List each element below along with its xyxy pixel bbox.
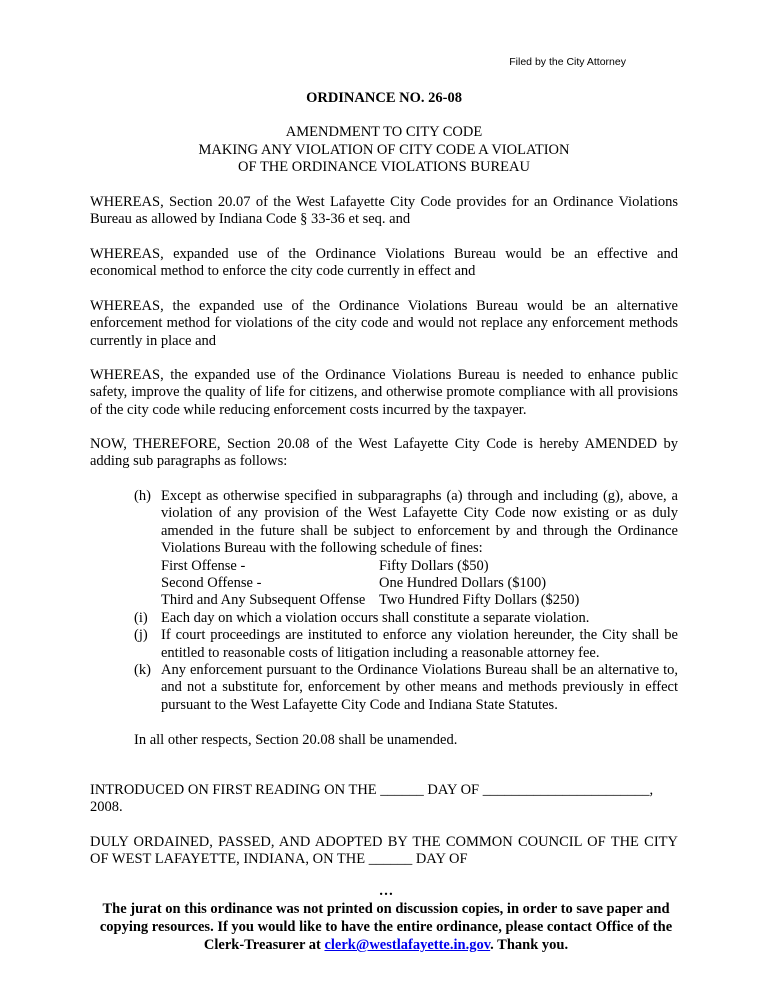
subparagraph-label: (k) bbox=[134, 662, 151, 679]
jurat-notice-text bbox=[86, 900, 686, 954]
notice-text: The jurat on this ordinance was not printed on discussion copies, in order to save paper and copying resources. If you would like to have the entire ordinance, please contact Office of the Clerk-Treasurer at bbox=[99, 901, 673, 953]
ordinance-number: ORDINANCE NO. 26-08 bbox=[306, 90, 462, 106]
ordained-statement: DULY ORDAINED, PASSED, AND ADOPTED BY THE COMMON COUNCIL OF THE CITY OF WEST LAFAYETTE, INDIANA, ON THE ______ DAY OF bbox=[90, 834, 678, 868]
subparagraph-k bbox=[134, 662, 678, 714]
subtitle-line: OF THE ORDINANCE VIOLATIONS BUREAU bbox=[238, 159, 530, 175]
notice-thanks: . Thank you. bbox=[490, 937, 569, 953]
subparagraph-text: If court proceedings are instituted to enforce any violation hereunder, the City shall be entitled to reasonable costs of litigation including a reasonable attorney fee. bbox=[161, 627, 678, 661]
whereas-paragraph-4: WHEREAS, the expanded use of the Ordinance Violations Bureau is needed to enhance public safety, improve the quality of life for citizens, and otherwise promote compliance with all provisions of the city code while reducing enforcement costs incurred by the taxpayer. bbox=[90, 367, 678, 418]
ellipsis: … bbox=[378, 883, 394, 899]
fine-schedule bbox=[161, 558, 678, 610]
subparagraph-label: (j) bbox=[134, 627, 148, 644]
fine-row bbox=[161, 592, 678, 609]
subparagraph-j bbox=[134, 627, 678, 662]
subparagraph-text: Each day on which a violation occurs shall constitute a separate violation. bbox=[161, 609, 590, 626]
subparagraph-label: (h) bbox=[134, 488, 151, 504]
fine-offense: Third and Any Subsequent Offense bbox=[161, 592, 366, 609]
fine-row bbox=[161, 558, 678, 575]
clerk-email-link[interactable]: clerk@westlafayette.in.gov bbox=[324, 937, 491, 953]
subtitle-line: MAKING ANY VIOLATION OF CITY CODE A VIOLATION bbox=[198, 141, 570, 158]
fine-amount: Two Hundred Fifty Dollars ($250) bbox=[379, 592, 580, 609]
introduced-line: INTRODUCED ON FIRST READING ON THE ______ DAY OF _______________________, bbox=[90, 782, 654, 798]
subparagraph-list bbox=[134, 488, 678, 714]
filed-by-note: Filed by the City Attorney bbox=[509, 56, 626, 68]
introduced-reading bbox=[90, 782, 678, 817]
subparagraph-h bbox=[134, 488, 678, 558]
whereas-paragraph-1: WHEREAS, Section 20.07 of the West Lafayette City Code provides for an Ordinance Violations Bureau as allowed by Indiana Code § 33-36 et seq. and bbox=[90, 194, 678, 228]
whereas-paragraph-3: WHEREAS, the expanded use of the Ordinance Violations Bureau would be an alternative enforcement method for violations of the city code and would not replace any enforcement methods currently in place and bbox=[90, 298, 678, 349]
fine-offense: First Offense - bbox=[161, 557, 246, 574]
whereas-paragraph-2: WHEREAS, expanded use of the Ordinance Violations Bureau would be an effective and economical method to enforce the city code currently in effect and bbox=[90, 246, 678, 280]
subparagraph-i bbox=[134, 610, 678, 627]
fine-offense: Second Offense - bbox=[161, 575, 262, 592]
jurat-notice bbox=[86, 882, 686, 954]
fine-amount: Fifty Dollars ($50) bbox=[379, 557, 489, 574]
subparagraph-label: (i) bbox=[134, 609, 148, 626]
subparagraph-text: Except as otherwise specified in subparagraphs (a) through and including (g), above, a violation of any provision of the West Lafayette City Code now existing or as duly amended in the future shall be subject to enforcement by and through the Ordinance Violations Bureau with the following schedule of fines: bbox=[161, 488, 678, 557]
fine-row bbox=[161, 575, 678, 592]
subtitle-line: AMENDMENT TO CITY CODE bbox=[285, 124, 483, 140]
unamended-statement: In all other respects, Section 20.08 shall be unamended. bbox=[134, 732, 458, 748]
ordinance-subtitle bbox=[0, 124, 768, 177]
now-therefore-paragraph: NOW, THEREFORE, Section 20.08 of the West Lafayette City Code is hereby AMENDED by adding sub paragraphs as follows: bbox=[90, 436, 678, 470]
subparagraph-text: Any enforcement pursuant to the Ordinance Violations Bureau shall be an alternative to, and not a substitute for, enforcement by other means and methods previously in effect pursuant to the West Lafayette City Code and Indiana State Statutes. bbox=[161, 662, 678, 713]
introduced-year: 2008. bbox=[90, 799, 123, 816]
fine-amount: One Hundred Dollars ($100) bbox=[379, 575, 547, 592]
